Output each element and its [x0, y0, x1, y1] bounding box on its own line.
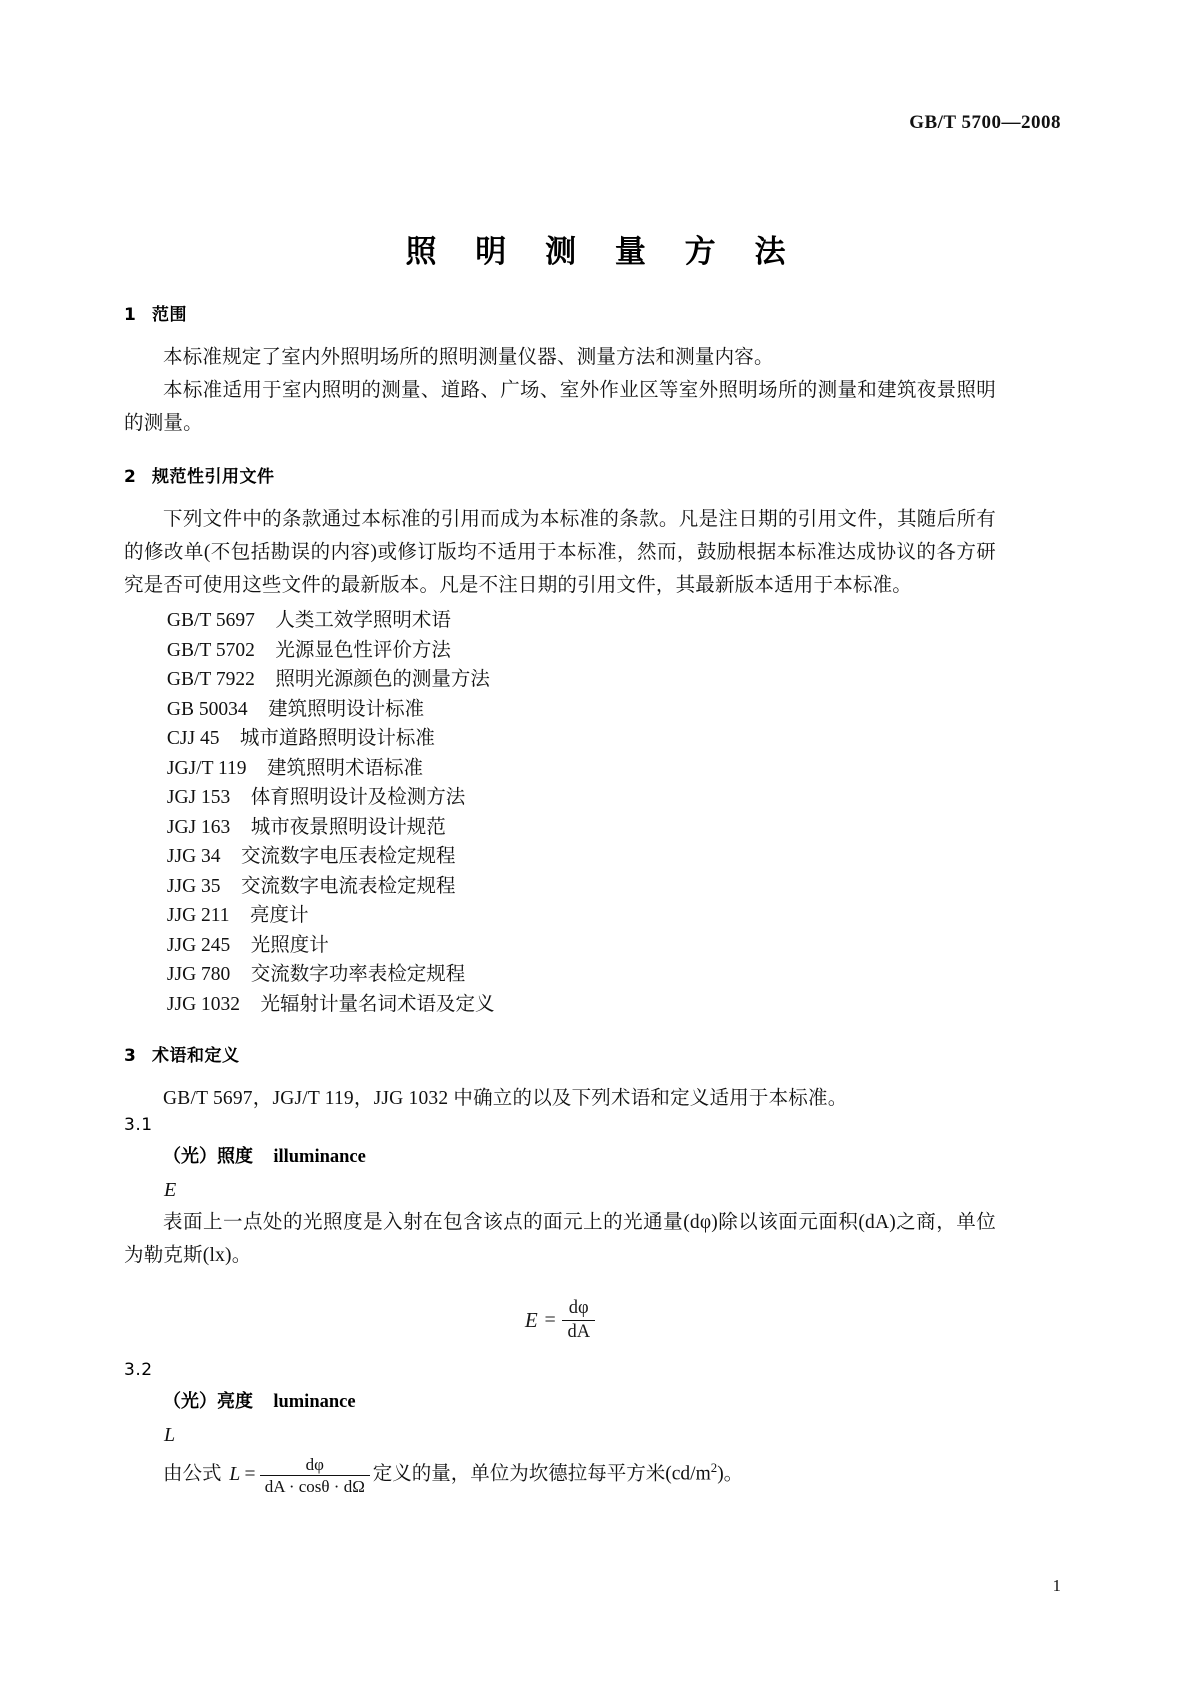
page-number: 1	[1052, 1576, 1061, 1595]
reference-code: JGJ/T 119	[166, 757, 247, 779]
definition-exponent: 2	[710, 1461, 718, 1476]
list-item	[124, 636, 996, 666]
clause-number-2: 2	[124, 467, 137, 487]
term-entry-illuminance	[124, 1141, 996, 1173]
reference-title: 人类工效学照明术语	[275, 610, 451, 631]
subclause-number-3-1: 3.1	[124, 1115, 153, 1135]
reference-title: 交流数字电流表检定规程	[241, 875, 456, 897]
clause-number-3: 3	[124, 1046, 137, 1066]
formula-operator: =	[244, 1464, 256, 1486]
list-item	[124, 931, 996, 961]
clause-title-2: 规范性引用文件	[152, 467, 275, 487]
scope-paragraph-1: 本标准规定了室内外照明场所的照明测量仪器、测量方法和测量内容。	[163, 347, 774, 368]
list-item	[124, 960, 996, 990]
list-item	[124, 842, 996, 872]
terms-intro: GB/T 5697，JGJ/T 119，JJG 1032 中确立的以及下列术语和定义适用于本标准。	[163, 1088, 848, 1109]
definition-suffix: 定义的量，单位为坎德拉每平方米(cd/m	[372, 1463, 711, 1485]
fraction	[562, 1298, 595, 1342]
formula-illuminance	[124, 1298, 996, 1342]
reference-title: 光源显色性评价方法	[275, 639, 451, 661]
term-definition-luminance	[124, 1451, 996, 1496]
scope-paragraph-2: 本标准适用于室内照明的测量、道路、广场、室外作业区等室外照明场所的测量和建筑夜景照明的测量。	[124, 380, 996, 434]
reference-code: JGJ 153	[166, 787, 231, 808]
reference-code: GB/T 7922	[166, 669, 255, 690]
definition-suffix-end: )。	[717, 1463, 744, 1485]
formula-luminance	[229, 1455, 370, 1496]
term-symbol-illuminance: E	[164, 1179, 177, 1201]
term-entry-luminance	[124, 1386, 996, 1418]
reference-title: 建筑照明术语标准	[267, 757, 424, 779]
reference-title: 城市道路照明设计标准	[239, 728, 435, 749]
reference-code: GB/T 5702	[166, 639, 255, 661]
normative-references-intro: 下列文件中的条款通过本标准的引用而成为本标准的条款。凡是注日期的引用文件，其随后所有的修改单(不包括勘误的内容)或修订版均不适用于本标准，然而，鼓励根据本标准达成协议的各方研究是否可使用这些文件的最新版本。凡是不注日期的引用文件，其最新版本适用于本标准。	[124, 509, 996, 596]
reference-code: JJG 245	[166, 934, 231, 956]
fraction	[260, 1455, 370, 1496]
reference-title: 城市夜景照明设计规范	[250, 816, 446, 838]
formula-lhs: E	[524, 1307, 538, 1332]
list-item	[124, 754, 996, 784]
clause-heading-scope	[124, 300, 996, 325]
reference-code: JJG 211	[166, 905, 230, 926]
page-title: 照 明 测 量 方 法	[405, 233, 800, 270]
term-definition-illuminance: 表面上一点处的光照度是入射在包含该点的面元上的光通量(dφ)除以该面元面积(dA)之商，单位为勒克斯(lx)。	[124, 1212, 996, 1266]
clause-heading-normative-references	[124, 462, 996, 487]
normative-reference-list	[124, 606, 996, 1019]
clause-title-1: 范围	[152, 305, 187, 325]
list-item	[124, 695, 996, 725]
term-name-cn: （光）亮度	[163, 1391, 253, 1413]
reference-title: 建筑照明设计标准	[268, 698, 425, 720]
reference-code: JJG 1032	[166, 993, 241, 1015]
reference-code: JJG 780	[166, 964, 231, 985]
document-body	[124, 300, 996, 1496]
reference-code: JJG 35	[166, 875, 221, 897]
fraction-numerator: dφ	[305, 1454, 324, 1474]
list-item	[124, 783, 996, 813]
fraction-numerator: dφ	[568, 1298, 589, 1318]
list-item	[124, 606, 996, 636]
clause-title-3: 术语和定义	[152, 1046, 240, 1066]
term-name-en: illuminance	[273, 1147, 366, 1167]
reference-title: 亮度计	[250, 905, 309, 926]
reference-code: JJG 34	[166, 846, 221, 867]
reference-title: 光辐射计量名词术语及定义	[260, 993, 495, 1015]
list-item	[124, 901, 996, 931]
reference-code: JGJ 163	[166, 816, 231, 838]
fraction-denominator: dA	[562, 1320, 595, 1343]
definition-prefix: 由公式	[163, 1463, 222, 1485]
reference-code: GB 50034	[166, 698, 248, 720]
reference-code: GB/T 5697	[166, 610, 255, 631]
formula-operator: =	[544, 1308, 556, 1331]
clause-number-1: 1	[124, 305, 137, 325]
subclause-number-3-2: 3.2	[124, 1360, 153, 1381]
list-item	[124, 872, 996, 902]
reference-title: 体育照明设计及检测方法	[250, 787, 466, 808]
term-symbol-luminance: L	[164, 1424, 176, 1447]
reference-code: CJJ 45	[166, 728, 220, 749]
reference-title: 光照度计	[250, 934, 329, 956]
fraction-denominator: dA · cosθ · dΩ	[260, 1475, 370, 1496]
list-item	[124, 724, 996, 754]
term-name-en: luminance	[273, 1392, 356, 1413]
reference-title: 交流数字电压表检定规程	[241, 846, 456, 867]
formula-lhs: L	[229, 1464, 241, 1486]
term-name-cn: （光）照度	[163, 1146, 253, 1167]
running-header-standard-code: GB/T 5700—2008	[909, 112, 1061, 133]
list-item	[124, 813, 996, 843]
reference-title: 照明光源颜色的测量方法	[275, 669, 490, 690]
reference-title: 交流数字功率表检定规程	[250, 964, 466, 985]
clause-heading-terms-and-definitions	[124, 1041, 996, 1066]
list-item	[124, 990, 996, 1020]
list-item	[124, 665, 996, 695]
